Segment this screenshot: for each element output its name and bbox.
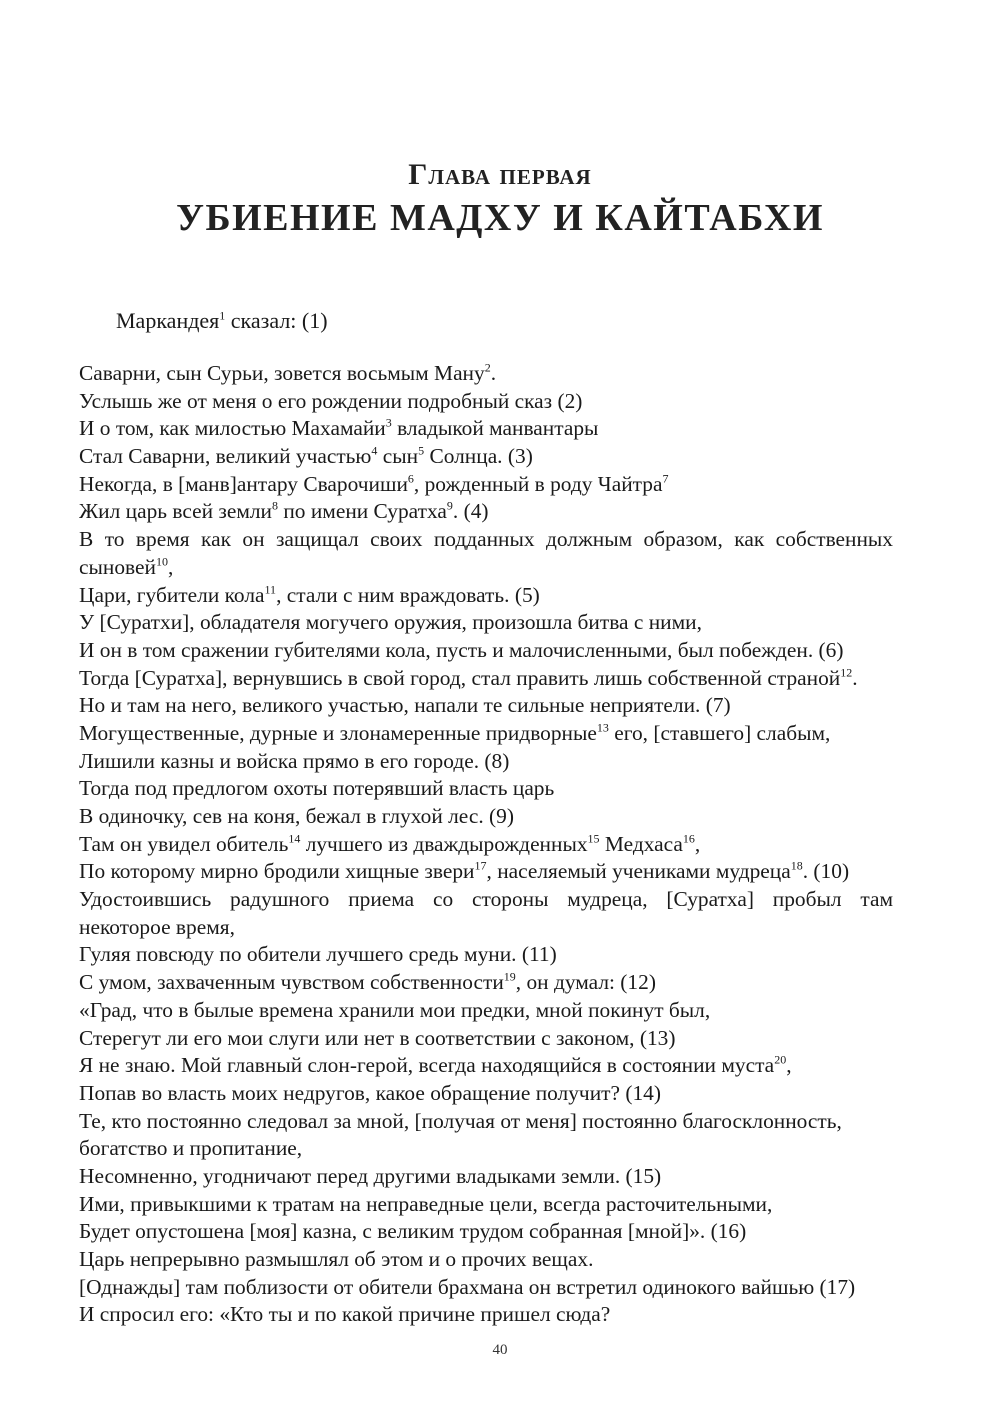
- footnote-marker: 10: [155, 554, 168, 569]
- footnote-marker: 19: [503, 969, 516, 984]
- page-number: 40: [492, 1342, 508, 1358]
- text-line: [79, 803, 893, 831]
- text-line: [79, 388, 893, 416]
- text-segment: Я не знаю. Мой главный слон-герой, всегда находящийся в состоянии муста: [79, 1053, 775, 1078]
- text-segment: Царь непрерывно размышлял об этом и о прочих вещах.: [79, 1247, 594, 1271]
- text-line: [79, 360, 893, 388]
- text-line: [79, 526, 893, 554]
- text-segment: Гуляя повсюду по обители лучшего средь муни. (11): [79, 942, 557, 967]
- text-segment: некоторое время,: [79, 914, 235, 939]
- text-line: [79, 1191, 893, 1219]
- chapter-label: Глава первая: [408, 158, 592, 191]
- text-segment: , рожденный в роду Чайтра: [413, 471, 663, 496]
- text-segment: ,: [694, 831, 701, 856]
- text-segment: И он в том сражении губителями кола, пусть и малочисленными, был побежден. (6): [79, 637, 844, 662]
- text-segment: Стал Саварни, великий участью: [79, 444, 372, 469]
- text-line: [79, 554, 893, 582]
- text-segment: Лишили казны и войска прямо в его городе. (8): [79, 748, 510, 773]
- text-segment: , населяемый учениками мудреца: [486, 859, 791, 884]
- text-segment: по имени Суратха: [278, 499, 447, 524]
- text-segment: ,: [786, 1053, 792, 1078]
- footnote-marker: 20: [774, 1052, 787, 1067]
- text-line: [79, 1052, 893, 1080]
- text-segment: Ими, привыкшими к тратам на неправедные цели, всегда расточительными,: [79, 1191, 773, 1216]
- footnote-marker: 7: [662, 471, 669, 486]
- text-segment: Могущественные, дурные и злонамеренные придворные: [79, 720, 597, 745]
- text-line: [79, 858, 893, 886]
- footnote-marker: 12: [840, 665, 853, 680]
- text-line: [79, 1135, 893, 1163]
- text-segment: Некогда, в [манв]антару Сварочиши: [79, 471, 408, 496]
- intro-text: сказал: (1): [225, 308, 328, 333]
- text-segment: Солнца. (3): [424, 444, 533, 469]
- text-line: [79, 415, 893, 443]
- text-line: [79, 1301, 893, 1329]
- text-line: [79, 1218, 893, 1246]
- text-segment: Попав во власть моих недругов, какое обращение получит? (14): [79, 1080, 661, 1105]
- footnote-marker: 9: [446, 499, 453, 514]
- text-segment: , он думал: (12): [515, 970, 656, 995]
- text-segment: Услышь же от меня о его рождении подробный сказ (2): [79, 388, 583, 413]
- text-line: [79, 748, 893, 776]
- text-line: [79, 914, 893, 942]
- text-line: [79, 1246, 893, 1274]
- text-segment: богатство и пропитание,: [79, 1136, 303, 1161]
- text-segment: Цари, губители кола: [79, 582, 265, 607]
- verse-text: [79, 360, 893, 1329]
- footnote-marker: 4: [371, 443, 378, 458]
- text-segment: .: [852, 665, 858, 690]
- text-line: [79, 997, 893, 1025]
- text-line: [79, 969, 893, 997]
- speaker-name: Маркандея: [116, 308, 220, 333]
- text-segment: Будет опустошена [моя] казна, с великим трудом собранная [мной]». (16): [79, 1219, 747, 1244]
- text-segment: Те, кто постоянно следовал за мной, [получая от меня] постоянно благосклонность,: [79, 1108, 842, 1133]
- footnote-marker: 17: [474, 858, 487, 873]
- text-line: [79, 1080, 893, 1108]
- text-segment: [Однажды] там поблизости от обители брахмана он встретил одинокого вайшью (17): [79, 1274, 856, 1299]
- footnote-marker: 16: [682, 831, 695, 846]
- text-line: [79, 692, 893, 720]
- footnote-marker: 11: [264, 582, 277, 597]
- text-segment: С умом, захваченным чувством собственности: [79, 970, 504, 995]
- text-line: [79, 720, 893, 748]
- footnote-marker: 5: [418, 443, 425, 458]
- text-segment: его, [ставшего] слабым,: [608, 720, 831, 745]
- text-segment: В одиночку, сев на коня, бежал в глухой лес. (9): [79, 804, 514, 828]
- footnote-marker: 14: [288, 831, 301, 846]
- text-segment: И спросил его: «Кто ты и по какой причине пришел сюда?: [79, 1302, 611, 1327]
- text-segment: . (4): [452, 499, 489, 524]
- text-segment: Удостоившись радушного приема со стороны мудреца, [Суратха] пробыл там: [79, 887, 893, 912]
- text-segment: Саварни, сын Сурьи, зовется восьмым Ману: [79, 361, 485, 385]
- text-segment: Тогда под предлогом охоты потерявший власть царь: [79, 776, 555, 801]
- text-segment: Медхаса: [599, 831, 683, 856]
- text-line: [79, 665, 893, 693]
- text-segment: Несомненно, угодничают перед другими владыками земли. (15): [79, 1163, 662, 1188]
- text-segment: владыкой манвантары: [391, 416, 599, 441]
- text-segment: . (10): [802, 859, 850, 884]
- text-segment: ,: [167, 554, 174, 579]
- text-segment: «Град, что в былые времена хранили мои предки, мной покинут был,: [79, 997, 711, 1022]
- text-segment: Стерегут ли его мои слуги или нет в соответствии с законом, (13): [79, 1025, 676, 1050]
- text-segment: лучшего из дваждырожденных: [300, 831, 588, 856]
- text-line: [79, 609, 893, 637]
- text-segment: В то время как он защищал своих подданных должным образом, как собственных: [79, 527, 893, 552]
- text-segment: , стали с ним враждовать. (5): [276, 582, 540, 607]
- text-segment: Тогда [Суратха], вернувшись в свой город, стал править лишь собственной страной: [79, 665, 841, 690]
- text-line: [79, 471, 893, 499]
- footnote-marker: 6: [407, 471, 414, 486]
- text-line: [79, 1108, 893, 1136]
- text-line: [79, 941, 893, 969]
- text-segment: .: [490, 361, 497, 385]
- footnote-marker: 3: [385, 415, 392, 430]
- footnote-marker: 13: [596, 720, 609, 735]
- intro-line: [116, 307, 328, 335]
- text-segment: У [Суратхи], обладателя могучего оружия, произошла битва с ними,: [79, 610, 702, 635]
- text-line: [79, 1025, 893, 1053]
- text-line: [79, 886, 893, 914]
- text-segment: Там он увидел обитель: [79, 831, 289, 856]
- text-segment: По которому мирно бродили хищные звери: [79, 859, 475, 884]
- footnote-marker: 8: [272, 499, 278, 514]
- text-line: [79, 831, 893, 859]
- text-line: [79, 637, 893, 665]
- text-line: [79, 498, 893, 526]
- text-line: [79, 582, 893, 610]
- chapter-title: УБИЕНИЕ МАДХУ И КАЙТАБХИ: [176, 197, 824, 239]
- text-line: [79, 443, 893, 471]
- text-segment: И о том, как милостью Махамайи: [79, 416, 386, 441]
- text-line: [79, 775, 893, 803]
- text-line: [79, 1163, 893, 1191]
- footnote-marker: 18: [790, 858, 803, 873]
- footnote-marker: 2: [484, 360, 491, 375]
- footnote-marker: 1: [219, 308, 226, 323]
- text-segment: сыновей: [79, 554, 156, 579]
- text-segment: Но и там на него, великого участью, напали те сильные неприятели. (7): [79, 693, 731, 718]
- text-segment: сын: [377, 444, 419, 469]
- text-segment: Жил царь всей земли: [79, 499, 272, 524]
- footnote-marker: 15: [587, 831, 600, 846]
- text-line: [79, 1274, 893, 1302]
